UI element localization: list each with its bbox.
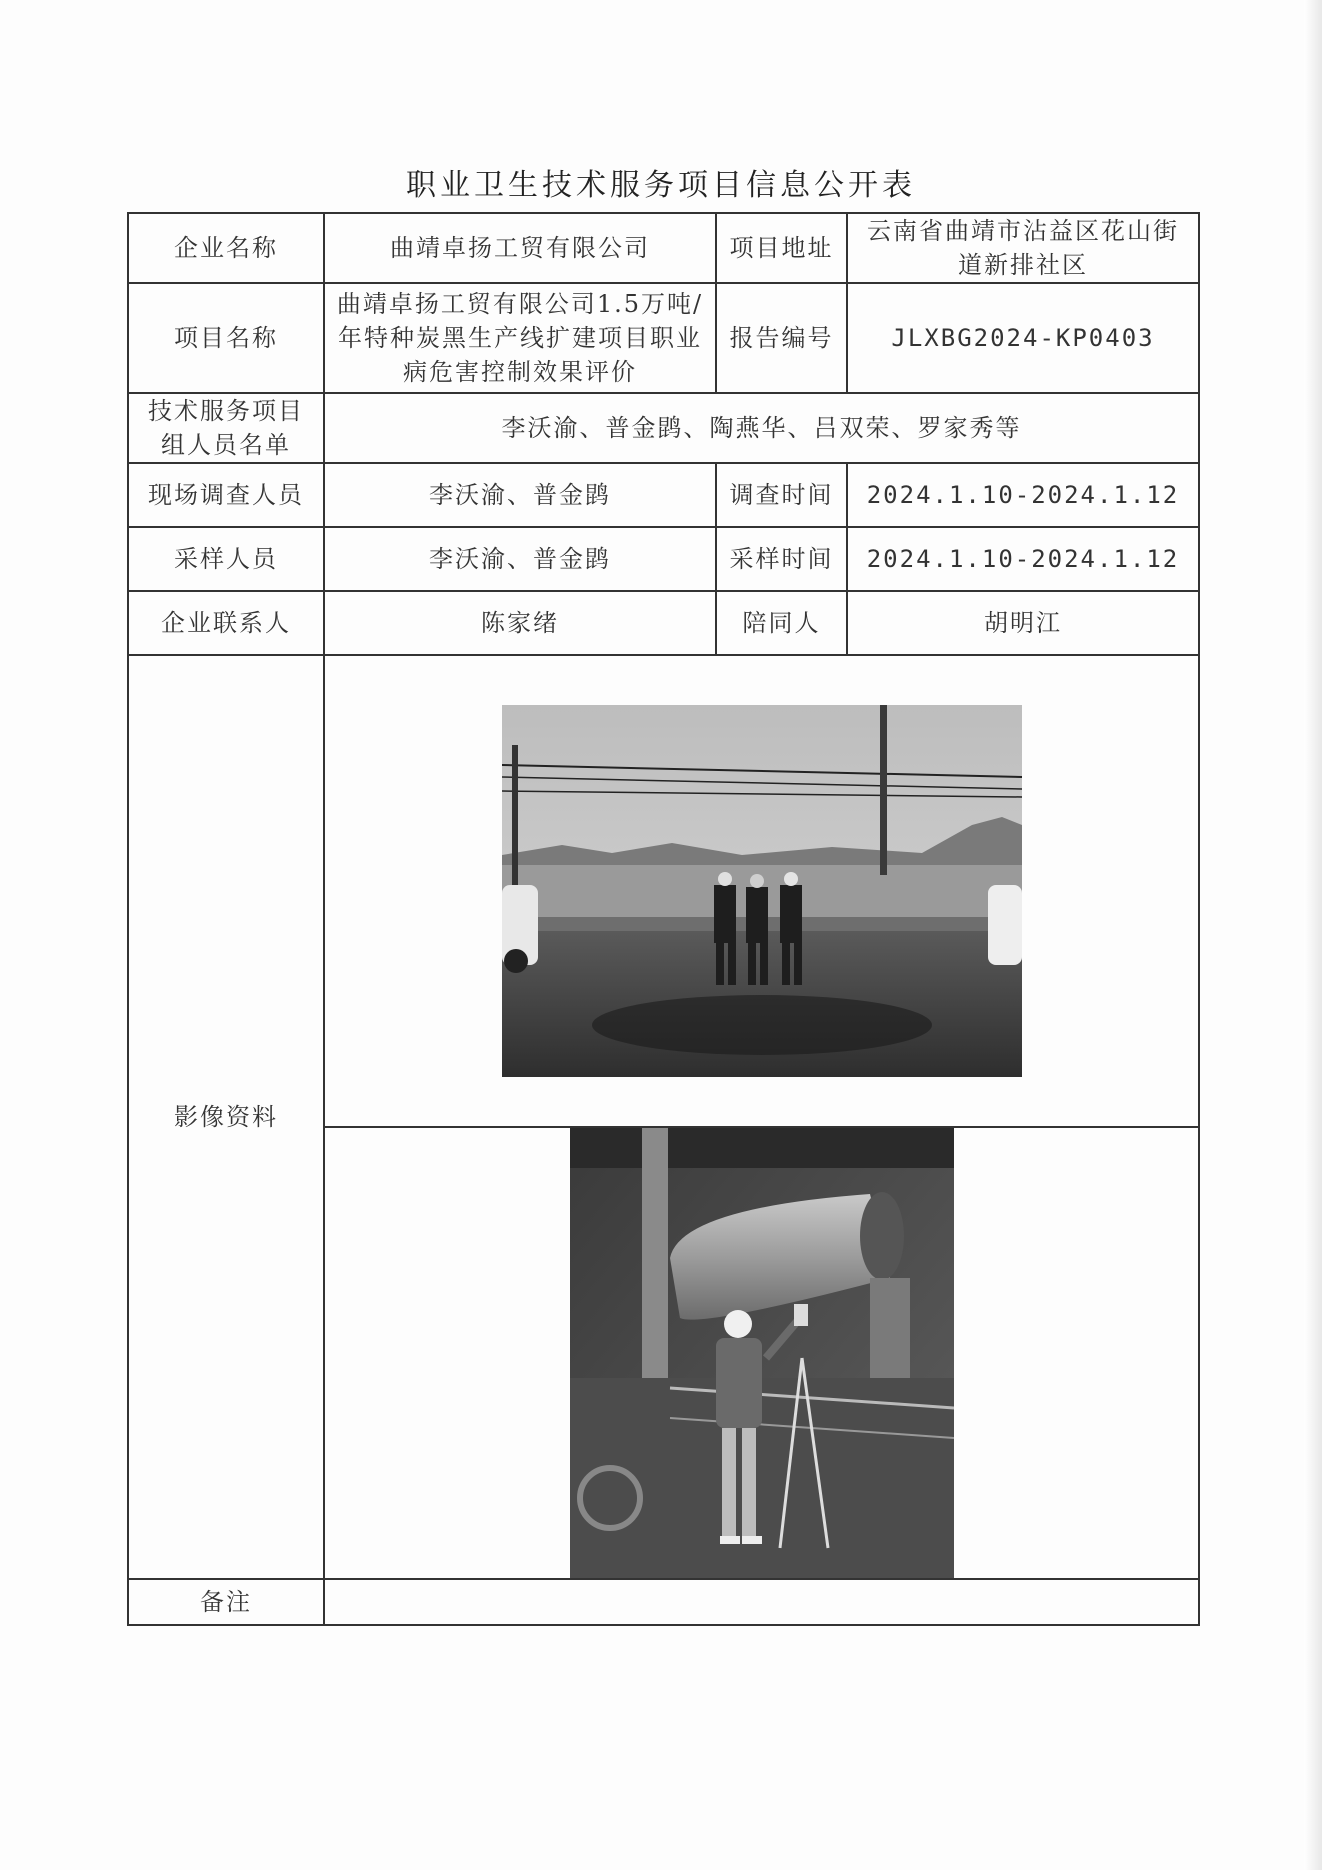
images-label: 影像资料 xyxy=(128,655,324,1579)
photo-cell-1 xyxy=(324,655,1199,1127)
team-value: 李沃渝、普金鹍、陶燕华、吕双荣、罗家秀等 xyxy=(324,393,1199,463)
survey-staff-label: 现场调查人员 xyxy=(128,463,324,527)
row-remarks xyxy=(128,1579,1199,1625)
photo-sampling-worker xyxy=(570,1128,954,1578)
escort-value: 胡明江 xyxy=(847,591,1199,655)
report-value: JLXBG2024-KP0403 xyxy=(847,283,1199,393)
address-value: 云南省曲靖市沾益区花山街道新排社区 xyxy=(847,213,1199,283)
remarks-label: 备注 xyxy=(128,1579,324,1625)
row-survey xyxy=(128,463,1199,527)
row-image-1 xyxy=(128,655,1199,1127)
photo-site-entrance xyxy=(502,705,1022,1077)
survey-staff-value: 李沃渝、普金鹍 xyxy=(324,463,716,527)
sampling-staff-value: 李沃渝、普金鹍 xyxy=(324,527,716,591)
sampling-staff-label: 采样人员 xyxy=(128,527,324,591)
row-contact xyxy=(128,591,1199,655)
photo-sampling-worker-graphic xyxy=(570,1128,954,1578)
project-label: 项目名称 xyxy=(128,283,324,393)
report-label: 报告编号 xyxy=(716,283,847,393)
address-label: 项目地址 xyxy=(716,213,847,283)
photo-cell-2 xyxy=(324,1127,1199,1579)
row-company xyxy=(128,213,1199,283)
info-table xyxy=(127,212,1200,1626)
scan-edge-shadow xyxy=(1304,0,1322,1870)
escort-label: 陪同人 xyxy=(716,591,847,655)
project-value: 曲靖卓扬工贸有限公司1.5万吨/年特种炭黑生产线扩建项目职业病危害控制效果评价 xyxy=(324,283,716,393)
survey-time-label: 调查时间 xyxy=(716,463,847,527)
contact-value: 陈家绪 xyxy=(324,591,716,655)
document-title: 职业卫生技术服务项目信息公开表 xyxy=(406,168,916,203)
sampling-time-label: 采样时间 xyxy=(716,527,847,591)
row-project xyxy=(128,283,1199,393)
row-sampling xyxy=(128,527,1199,591)
team-label: 技术服务项目组人员名单 xyxy=(128,393,324,463)
photo-site-entrance-graphic xyxy=(502,705,1022,1077)
remarks-value xyxy=(324,1579,1199,1625)
row-team xyxy=(128,393,1199,463)
company-value: 曲靖卓扬工贸有限公司 xyxy=(324,213,716,283)
contact-label: 企业联系人 xyxy=(128,591,324,655)
survey-time-value: 2024.1.10-2024.1.12 xyxy=(847,463,1199,527)
company-label: 企业名称 xyxy=(128,213,324,283)
sampling-time-value: 2024.1.10-2024.1.12 xyxy=(847,527,1199,591)
